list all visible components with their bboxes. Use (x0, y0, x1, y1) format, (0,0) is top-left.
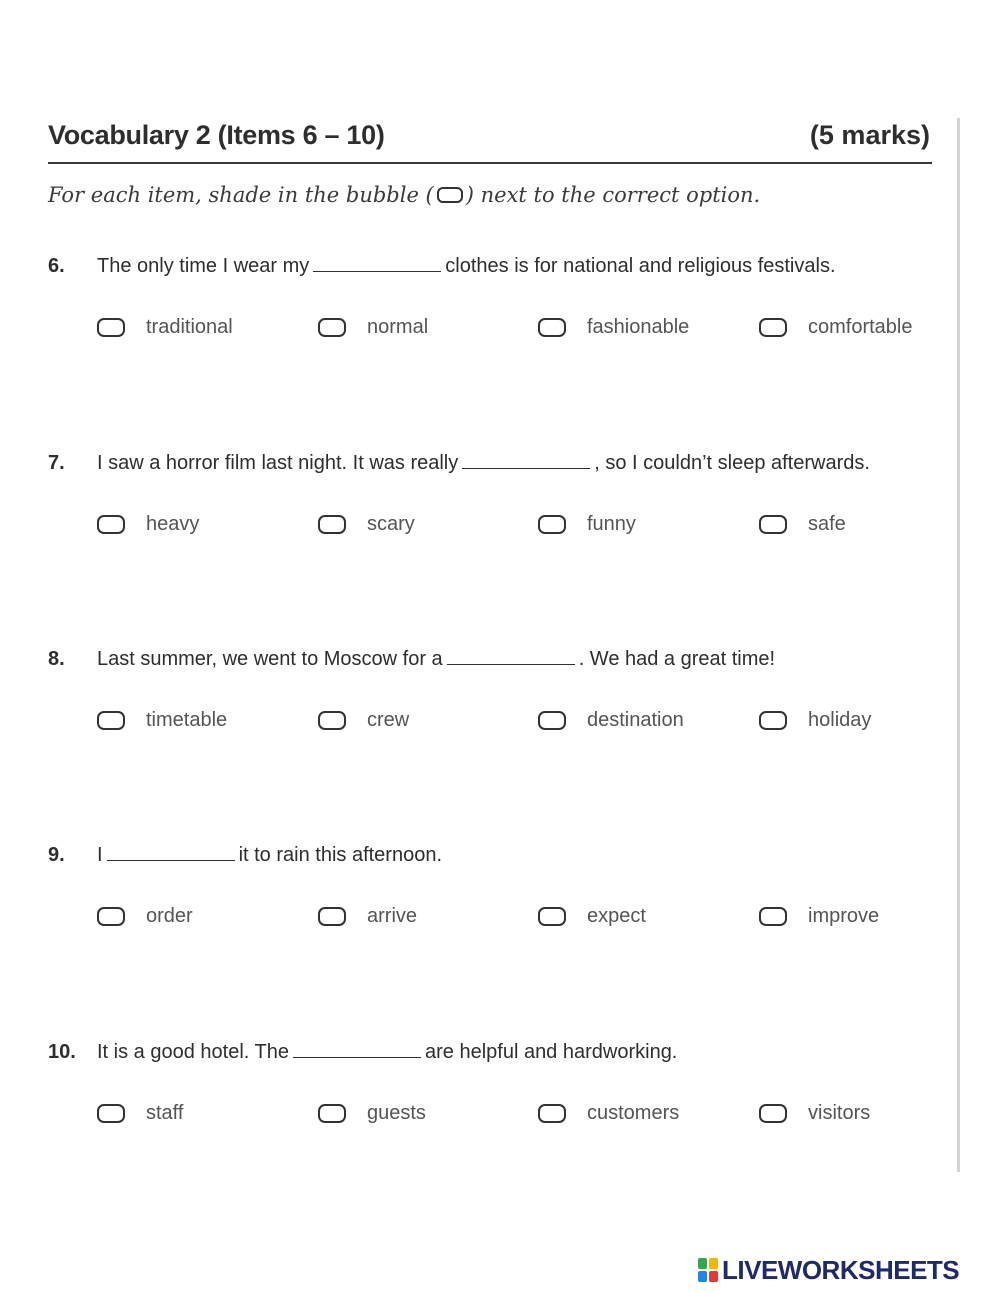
option-visitors[interactable] (759, 1099, 870, 1127)
option-arrive[interactable] (318, 902, 417, 930)
option-safe[interactable] (759, 510, 846, 538)
answer-bubble[interactable] (318, 1104, 346, 1123)
question-text-after: are helpful and hardworking. (424, 1041, 678, 1063)
option-comfortable[interactable] (759, 313, 913, 341)
option-holiday[interactable] (759, 706, 871, 734)
page-divider (957, 118, 960, 1172)
option-customers[interactable] (538, 1099, 679, 1127)
logo-text: LIVEWORKSHEETS (722, 1254, 960, 1285)
question-text (97, 255, 836, 278)
section-header (48, 118, 932, 164)
question-text (97, 648, 775, 671)
option-label: traditional (146, 315, 233, 338)
option-label: fashionable (587, 315, 690, 338)
option-label: safe (808, 512, 846, 535)
logo-square-icon (709, 1271, 718, 1282)
logo-square-icon (698, 1258, 707, 1269)
option-label: funny (587, 512, 636, 535)
question-number: 9. (48, 844, 65, 866)
option-label: order (146, 904, 193, 927)
question-number: 6. (48, 255, 65, 277)
answer-bubble[interactable] (97, 318, 125, 337)
answer-bubble[interactable] (318, 711, 346, 730)
answer-bubble[interactable] (759, 1104, 787, 1123)
option-label: customers (587, 1101, 680, 1124)
option-label: timetable (146, 708, 228, 731)
answer-bubble[interactable] (759, 711, 787, 730)
option-label: comfortable (808, 315, 913, 338)
logo-square-icon (698, 1271, 707, 1282)
option-normal[interactable] (318, 313, 428, 341)
option-label: heavy (146, 512, 200, 535)
marks-label: (5 marks) (809, 120, 930, 150)
option-label: crew (367, 708, 410, 731)
answer-bubble[interactable] (759, 907, 787, 926)
option-improve[interactable] (759, 902, 879, 930)
answer-bubble[interactable] (318, 907, 346, 926)
question-text-after: . We had a great time! (578, 648, 776, 670)
question-text-before: I (97, 844, 103, 866)
option-label: visitors (808, 1101, 871, 1124)
answer-blank (462, 454, 590, 469)
answer-bubble[interactable] (97, 711, 125, 730)
instruction-after: ) next to the correct option. (465, 183, 761, 207)
instruction-text (48, 183, 760, 207)
option-fashionable[interactable] (538, 313, 689, 341)
answer-blank (447, 650, 575, 665)
option-traditional[interactable] (97, 313, 233, 341)
question-text-before: I saw a horror film last night. It was really (97, 452, 459, 474)
option-crew[interactable] (318, 706, 409, 734)
question-text-after: it to rain this afternoon. (238, 844, 443, 866)
option-order[interactable] (97, 902, 193, 930)
answer-bubble[interactable] (759, 318, 787, 337)
option-guests[interactable] (318, 1099, 426, 1127)
option-funny[interactable] (538, 510, 636, 538)
question-text-before: It is a good hotel. The (97, 1041, 289, 1063)
question-text (97, 452, 870, 475)
logo-icon (698, 1258, 718, 1282)
question-number: 7. (48, 452, 65, 474)
question-text-after: clothes is for national and religious festivals. (445, 255, 836, 277)
option-label: improve (808, 904, 880, 927)
option-label: holiday (808, 708, 872, 731)
answer-blank (313, 257, 441, 272)
answer-bubble[interactable] (538, 907, 566, 926)
answer-bubble[interactable] (97, 1104, 125, 1123)
option-staff[interactable] (97, 1099, 183, 1127)
question-text-before: The only time I wear my (97, 255, 310, 277)
option-label: destination (587, 708, 684, 731)
liveworksheets-logo[interactable] (698, 1256, 959, 1284)
option-expect[interactable] (538, 902, 646, 930)
answer-blank (293, 1043, 421, 1058)
question-text-before: Last summer, we went to Moscow for a (97, 648, 443, 670)
answer-bubble[interactable] (318, 318, 346, 337)
option-heavy[interactable] (97, 510, 199, 538)
answer-bubble[interactable] (538, 711, 566, 730)
option-label: staff (146, 1101, 184, 1124)
option-scary[interactable] (318, 510, 415, 538)
option-label: guests (367, 1101, 426, 1124)
answer-bubble[interactable] (318, 515, 346, 534)
answer-blank (107, 846, 235, 861)
question-number: 8. (48, 648, 65, 670)
answer-bubble[interactable] (97, 515, 125, 534)
section-title: Vocabulary 2 (Items 6 – 10) (48, 120, 385, 150)
question-text (97, 844, 442, 867)
answer-bubble[interactable] (759, 515, 787, 534)
question-text-after: , so I couldn’t sleep afterwards. (594, 452, 870, 474)
answer-bubble[interactable] (538, 318, 566, 337)
answer-bubble[interactable] (538, 515, 566, 534)
option-destination[interactable] (538, 706, 684, 734)
option-label: normal (367, 315, 429, 338)
option-timetable[interactable] (97, 706, 227, 734)
option-label: expect (587, 904, 646, 927)
answer-bubble[interactable] (538, 1104, 566, 1123)
instruction-before: For each item, shade in the bubble ( (48, 183, 434, 207)
option-label: arrive (367, 904, 418, 927)
question-text (97, 1041, 677, 1064)
bubble-icon (437, 187, 463, 203)
logo-square-icon (709, 1258, 718, 1269)
option-label: scary (367, 512, 415, 535)
question-number: 10. (48, 1041, 76, 1063)
answer-bubble[interactable] (97, 907, 125, 926)
